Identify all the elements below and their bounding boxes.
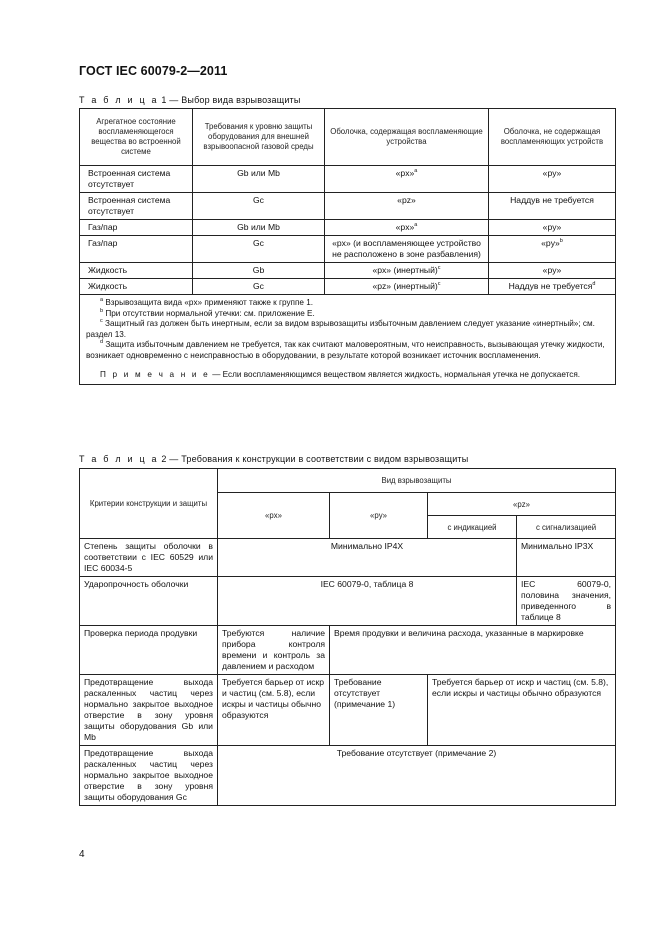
col-header-pz-signalling: с сигнализацией <box>517 516 616 539</box>
cell-without: Наддув не требуется <box>489 193 616 220</box>
cell-criteria: Ударопрочность оболочки <box>80 577 218 626</box>
col-header-level: Требования к уровню защиты оборудования для внешней взрывоопасной газовой среды <box>193 109 325 166</box>
table-row <box>80 746 616 806</box>
footnote-d: $^d$ Защита избыточным давлением не требуется, так как считают маловероятным, что неисправность, вызывающая утечку жидкости, возникает одновременно с неисправностью в оборудовании, в результате которой возникает источник воспламенения. <box>86 339 605 360</box>
table-row <box>80 263 616 279</box>
cell-without: «py»$^b$ <box>489 236 616 263</box>
cell-value: IEC 60079-0, таблица 8 <box>218 577 517 626</box>
cell-state: Газ/пар <box>80 236 193 263</box>
cell-value: Минимально IP3X <box>517 539 616 577</box>
table1-footnotes <box>80 295 616 385</box>
col-header-protection-type: Вид взрывозащиты <box>218 469 616 493</box>
cell-state: Встроенная система отсутствует <box>80 193 193 220</box>
cell-without: «py» <box>489 220 616 236</box>
cell-state: Газ/пар <box>80 220 193 236</box>
cell-value: IEC 60079-0, половина значения, приведенного в таблице 8 <box>517 577 616 626</box>
cell-with: «px»$^a$ <box>325 220 489 236</box>
col-header-state: Агрегатное состояние воспламеняющегося вещества во встроенной системе <box>80 109 193 166</box>
footnote-b: $^b$ При отсутствии нормальной утечки: см. приложение Е. <box>100 307 315 318</box>
table-row <box>80 675 616 746</box>
cell-criteria: Предотвращение выхода раскаленных частиц через нормально закрытое выходное отверстие в зону уровня защиты оборудования Gb или Mb <box>80 675 218 746</box>
cell-value: Требуется барьер от искр и частиц (см. 5.8), если искры и частицы обычно образуются <box>218 675 330 746</box>
col-header-px: «px» <box>218 493 330 539</box>
cell-criteria: Предотвращение выхода раскаленных частиц через нормально закрытое выходное отверстие в зону уровня защиты оборудования Gc <box>80 746 218 806</box>
table-row <box>80 626 616 675</box>
cell-state: Жидкость <box>80 279 193 295</box>
table-row <box>80 166 616 193</box>
table-row <box>80 577 616 626</box>
cell-value: Время продувки и величина расхода, указанные в маркировке <box>330 626 616 675</box>
table2-caption: Т а б л и ц а 2 — Требования к конструкции в соответствии с видом взрывозащиты <box>79 454 469 464</box>
table1-footnotes-row <box>80 295 616 385</box>
table-row <box>80 220 616 236</box>
table-selection-of-protection-type <box>79 108 616 385</box>
col-header-without-ignition: Оболочка, не содержащая воспламеняющих устройств <box>489 109 616 166</box>
cell-with: «px» (инертный)$^c$ <box>325 263 489 279</box>
cell-level: Gb <box>193 263 325 279</box>
cell-level: Gc <box>193 236 325 263</box>
table-row <box>80 279 616 295</box>
col-header-with-ignition: Оболочка, содержащая воспламеняющие устройства <box>325 109 489 166</box>
table-row <box>80 236 616 263</box>
cell-state: Жидкость <box>80 263 193 279</box>
cell-state: Встроенная система отсутствует <box>80 166 193 193</box>
table1-remark: П р и м е ч а н и е — Если воспламеняющимся веществом является жидкость, нормальная утечка не допускается. <box>100 369 581 379</box>
cell-level: Gb или Mb <box>193 166 325 193</box>
col-header-pz-indication: с индикацией <box>428 516 517 539</box>
cell-without: «py» <box>489 166 616 193</box>
table-row <box>80 193 616 220</box>
cell-without: Наддув не требуется$^d$ <box>489 279 616 295</box>
cell-criteria: Степень защиты оболочки в соответствии с IEC 60529 или IEC 60034-5 <box>80 539 218 577</box>
page-number: 4 <box>79 849 85 860</box>
table-construction-requirements <box>79 468 616 806</box>
cell-level: Gb или Mb <box>193 220 325 236</box>
col-header-pz: «pz» <box>428 493 616 516</box>
cell-value: Требуются наличие прибора контроля времени и контроль за давлением и расходом <box>218 626 330 675</box>
cell-without: «py» <box>489 263 616 279</box>
document-standard-title: ГОСТ IEC 60079-2—2011 <box>79 64 228 78</box>
table2-header-row-1 <box>80 469 616 493</box>
footnote-c: $^c$ Защитный газ должен быть инертным, если за видом взрывозащиты избыточным давлением следует указание «инертный»; см. раздел 13. <box>86 318 595 339</box>
table-row <box>80 539 616 577</box>
cell-value: Требование отсутствует (примечание 2) <box>218 746 616 806</box>
cell-with: «pz» <box>325 193 489 220</box>
col-header-py: «py» <box>330 493 428 539</box>
col-header-criteria: Критерии конструкции и защиты <box>80 469 218 539</box>
cell-value: Требование отсутствует (примечание 1) <box>330 675 428 746</box>
cell-with: «px» (и воспламеняющее устройство не расположено в зоне разбавления) <box>325 236 489 263</box>
cell-with: «pz» (инертный)$^c$ <box>325 279 489 295</box>
cell-with: «px»$^a$ <box>325 166 489 193</box>
cell-value: Минимально IP4X <box>218 539 517 577</box>
cell-level: Gc <box>193 279 325 295</box>
table1-caption: Т а б л и ц а 1 — Выбор вида взрывозащиты <box>79 95 301 105</box>
cell-level: Gc <box>193 193 325 220</box>
cell-criteria: Проверка периода продувки <box>80 626 218 675</box>
table1-header-row <box>80 109 616 166</box>
footnote-a: $^a$ Взрывозащита вида «px» применяют также к группе 1. <box>100 297 314 307</box>
cell-value: Требуется барьер от искр и частиц (см. 5.8), если искры и частицы обычно образуются <box>428 675 616 746</box>
